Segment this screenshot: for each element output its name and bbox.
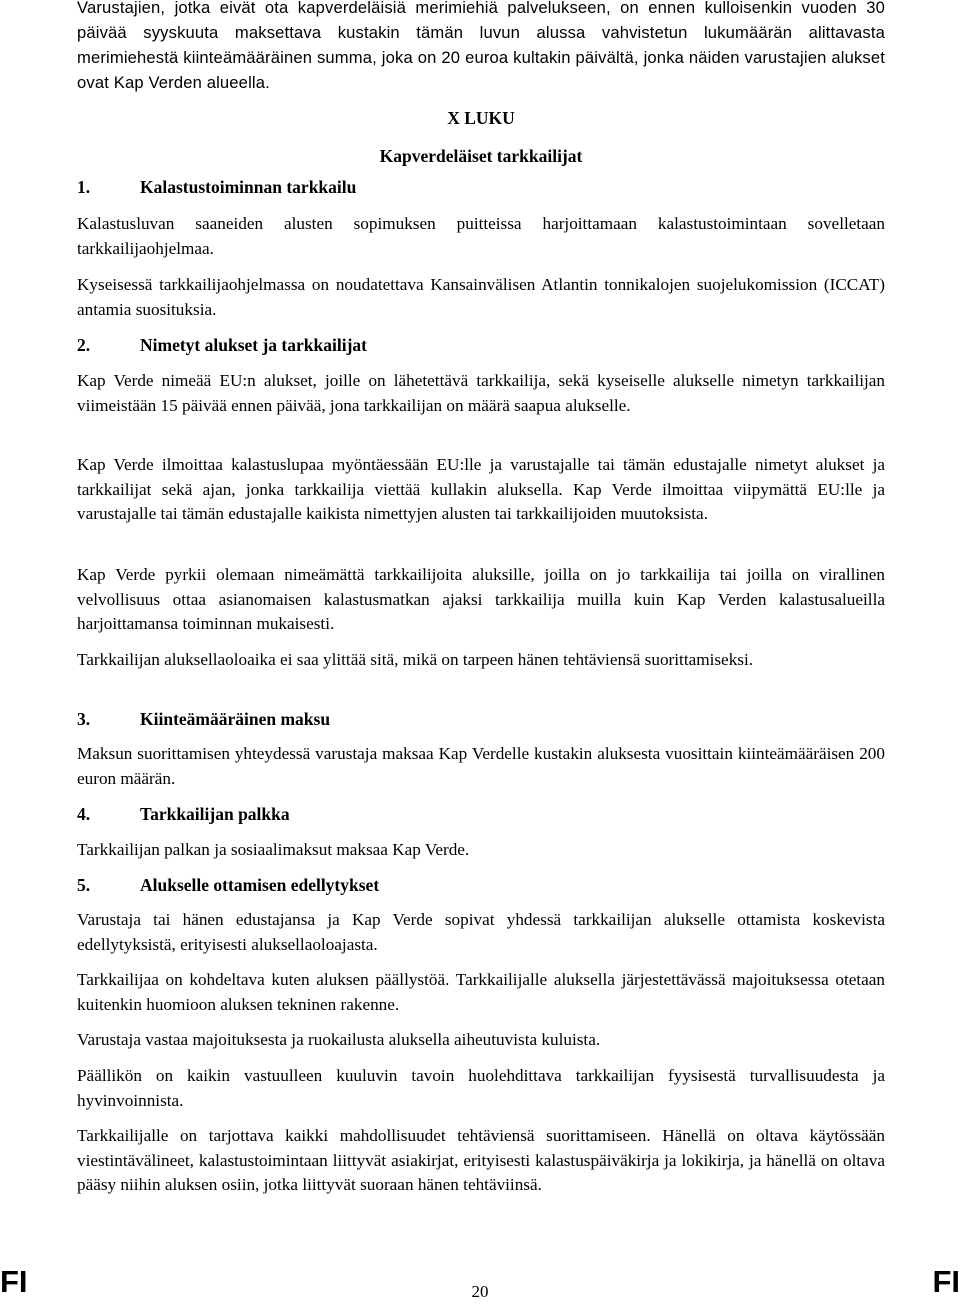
- section-title: Tarkkailijan palkka: [140, 804, 290, 824]
- section-number: 3.: [77, 709, 91, 729]
- section-number: 1.: [77, 177, 91, 197]
- section-number: 2.: [77, 335, 91, 355]
- section-number: 4.: [77, 804, 91, 824]
- paragraph: Kap Verde nimeää EU:n alukset, joille on lähetettävä tarkkailija, sekä kyseiselle alukselle nimetyn tarkkailijan viimeistään 15 päivää ennen päivää, jona tarkkailijan on määrä saapua alukselle.: [77, 371, 885, 415]
- intro-paragraph: Varustajien, jotka eivät ota kapverdeläisiä merimiehiä palvelukseen, on ennen kulloisenkin vuoden 30 päivää syyskuuta maksettava kustakin tämän luvun alussa vahvistetun lukumäärän alittavasta merimiehestä kiinteämääräinen summa, joka on 20 euroa kultakin päivältä, jonka näiden varustajien alukset ovat Kap Verden alueella.: [77, 0, 885, 92]
- paragraph: Tarkkailijaa on kohdeltava kuten aluksen päällystöä. Tarkkailijalle aluksella järjestettävässä majoituksessa otetaan kuitenkin huomioon aluksen tekninen rakenne.: [77, 970, 885, 1014]
- paragraph: Varustaja vastaa majoituksesta ja ruokailusta aluksella aiheutuvista kuluista.: [77, 1030, 601, 1049]
- paragraph: Kalastusluvan saaneiden alusten sopimuksen puitteissa harjoittamaan kalastustoimintaan sovelletaan tarkkailijaohjelmaa.: [77, 214, 885, 258]
- section-heading-5: [77, 873, 379, 897]
- paragraph: Kap Verde pyrkii olemaan nimeämättä tarkkailijoita aluksille, joilla on jo tarkkailija tai joilla on virallinen velvollisuus ottaa asianomaisen kalastusmatkan ajaksi tarkkailija muilla kuin Kap Verden kalastusalueilla harjoittamansa toiminnan mukaisesti.: [77, 565, 885, 634]
- paragraph: Maksun suorittamisen yhteydessä varustaja maksaa Kap Verdelle kustakin aluksesta vuosittain kiinteämääräisen 200 euron määrän.: [77, 744, 885, 788]
- section-title: Kalastustoiminnan tarkkailu: [140, 177, 357, 197]
- footer-language-right: FI: [932, 1264, 960, 1299]
- paragraph: Tarkkailijan aluksellaoloaika ei saa ylittää sitä, mikä on tarpeen hänen tehtäviensä suorittamiseksi.: [77, 650, 754, 669]
- section-title: Nimetyt alukset ja tarkkailijat: [140, 335, 367, 355]
- paragraph: Tarkkailijan palkan ja sosiaalimaksut maksaa Kap Verde.: [77, 840, 470, 859]
- chapter-subtitle: Kapverdeläiset tarkkailijat: [379, 146, 583, 166]
- section-number: 5.: [77, 875, 91, 895]
- footer-language-left: FI: [0, 1264, 28, 1299]
- paragraph: Tarkkailijalle on tarjottava kaikki mahdollisuudet tehtäviensä suorittamiseen. Hänellä on oltava käytössään viestintävälineet, kalastustoimintaan liittyvät asiakirjat, erityisesti kalastuspäiväkirja ja lokikirja, ja hänellä on oltava pääsy niihin aluksen osiin, jotka liittyvät suoraan hänen tehtäviinsä.: [77, 1126, 885, 1195]
- paragraph: Kyseisessä tarkkailijaohjelmassa on noudatettava Kansainvälisen Atlantin tonnikalojen suojelukomission (ICCAT) antamia suosituksia.: [77, 275, 885, 319]
- section-title: Kiinteämääräinen maksu: [140, 709, 331, 729]
- page-number: 20: [471, 1282, 489, 1301]
- paragraph: Kap Verde ilmoittaa kalastuslupaa myöntäessään EU:lle ja varustajalle tai tämän edustajalle nimetyt alukset ja tarkkailijat sekä ajan, jonka tarkkailija viettää kullakin aluksella. Kap Verde ilmoittaa viipymättä EU:lle ja varustajalle tai tämän edustajalle kaikista nimettyjen alusten tai tarkkailijoiden muutoksista.: [77, 455, 885, 524]
- section-heading-3: [77, 707, 330, 731]
- paragraph: Päällikön on kaikin vastuulleen kuuluvin tavoin huolehdittava tarkkailijan fyysisestä turvallisuudesta ja hyvinvoinnista.: [77, 1066, 885, 1110]
- section-heading-1: [77, 175, 356, 199]
- paragraph: Varustaja tai hänen edustajansa ja Kap Verde sopivat yhdessä tarkkailijan alukselle ottamista koskevista edellytyksistä, erityisesti aluksellaoloajasta.: [77, 910, 885, 954]
- section-title: Alukselle ottamisen edellytykset: [140, 875, 380, 895]
- chapter-title: X LUKU: [447, 108, 515, 128]
- section-heading-2: [77, 333, 367, 357]
- section-heading-4: [77, 802, 290, 826]
